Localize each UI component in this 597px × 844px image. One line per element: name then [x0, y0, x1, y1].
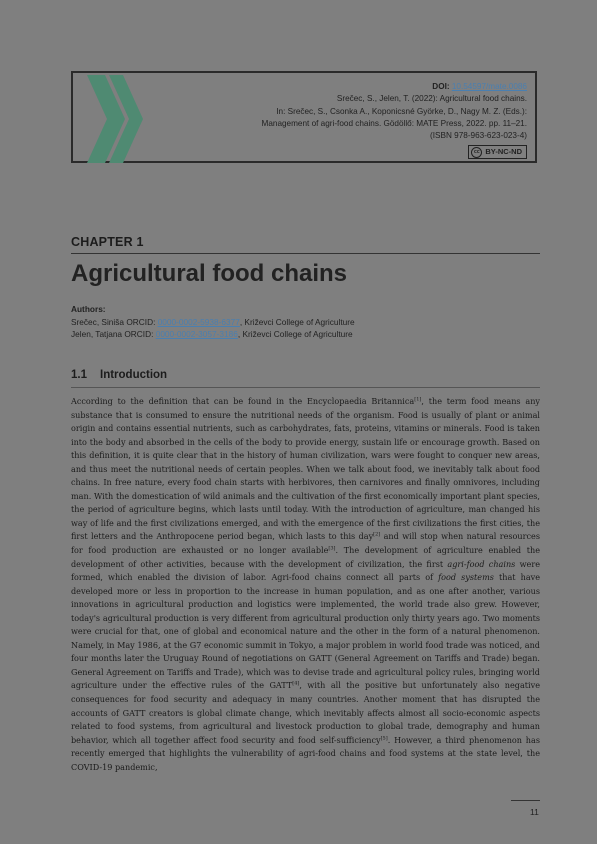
chapter-label: CHAPTER 1	[71, 235, 144, 249]
reference-marker[interactable]: [5]	[380, 734, 388, 741]
body-text-run: . However, a third phenomenon has recently emerged that highlights the vulnerability of agri-food chains and food systems at the state level, the COVID-19 pandemic,	[71, 734, 541, 772]
author-name: Srečec, Siniša ORCID:	[71, 316, 158, 327]
body-text-run: , the term food means any substance that is consumed to ensure the nutritional needs of the organism. Food is usually of plant or animal origin and contains essential nutrients, such as carbohydrates, fats, proteins, vitamins or minerals. Food is taken into the body and absorbed in the cells of the body to provide energy, sustain life or encourage growth. Based on this definition, it is quite clear that in the history of human civilization, wars were fought to conquer new areas, and thus meet the nutritional needs of certain peoples. When we talk about food, we inevitably talk about food chains. In free nature, every food chain starts with herbivores, then carnivores and finally omnivores, including man. With the domestication of wild animals and the cultivation of the first economically important plant species, the period of agriculture begins, which lasts until today. With the introduction of agriculture, man changed his way of life and the first civilizations emerged, and with the emergence of the first civilizations the first cities, the first letters and the Anthropocene period began, which lasts to this day	[71, 396, 540, 542]
section-divider	[71, 387, 540, 388]
author-line	[71, 316, 355, 329]
citation-line: In: Srečec, S., Csonka A., Koponicsné Györke, D., Nagy M. Z. (Eds.):	[276, 106, 527, 116]
doi-link[interactable]: 10.54597/mate.0086	[451, 82, 527, 91]
body-text-run: According to the definition that can be found in the Encyclopaedia Britannica	[71, 396, 415, 406]
citation-line: Srečec, S., Jelen, T. (2022): Agricultural food chains.	[336, 94, 527, 104]
citation-line: Management of agri-food chains. Gödöllő: MATE Press, 2022. pp. 11–21.	[261, 118, 527, 128]
author-affiliation: , Križevci College of Agriculture	[237, 329, 353, 339]
reference-marker[interactable]: [2]	[373, 531, 381, 538]
section-number: 1.1	[71, 369, 87, 381]
reference-marker[interactable]: [3]	[328, 545, 336, 552]
authors-block	[71, 303, 355, 341]
author-line	[71, 328, 355, 341]
section-title: Introduction	[100, 369, 168, 381]
section-heading	[71, 369, 167, 381]
authors-label: Authors:	[71, 304, 106, 314]
body-text-run: were formed, which enabled the division of labor. Agri-food chains connect all parts of	[71, 558, 540, 583]
page-number: 11	[530, 807, 539, 817]
page-number-rule	[511, 800, 540, 801]
body-paragraph	[71, 395, 540, 774]
author-name: Jelen, Tatjana ORCID:	[71, 329, 156, 339]
orcid-link[interactable]: 0000-0002-3057-3186	[155, 329, 238, 339]
citation-box	[71, 71, 537, 163]
chapter-title: Agricultural food chains	[71, 260, 348, 287]
doi-label: DOI:	[432, 82, 450, 91]
license-badge[interactable]	[468, 145, 527, 159]
doi-line	[262, 81, 527, 93]
license-label: BY-NC-ND	[485, 147, 522, 157]
body-text-run: and will stop when natural resources for food production are exhausted or no longer available	[71, 531, 540, 556]
body-text-run: , with all the positive but unfortunately also negative consequences for food security and adequacy in many countries. Another moment that has disrupted the accounts of GATT creators is global climate change, which inevitably affects almost all socio-economic aspects related to food systems, from agricultural and livestock production to global trade, demography and human behavior, which all together affect food security and food self-sufficiency	[71, 680, 540, 745]
emphasis-term: agri-food chains	[447, 558, 516, 569]
body-text-run: that have developed more or less in proportion to the increase in human population, and as one after another, various innovations in agricultural production and logistics were implemented, the world trade also grew. However, today's agricultural production is very different from agricultural production only thirty years ago. Two moments were crucial for that, one of global and economical nature and the other in the form of a natural phenomenon. Namely, in May 1986, at the G7 economic summit in Tokyo, a major problem in world food trade was noticed, and four months later the Uruguay Round of negotiations on GATT (General Agreement on Tariffs and Trade) began. General Agreement on Tariffs and Trade), which was to devise trade and agricultural policy rules, bringing world agriculture under the effective rules of the GATT	[71, 572, 541, 691]
emphasis-term: food systems	[438, 572, 494, 583]
chapter-divider	[71, 253, 540, 254]
creative-commons-icon: cc	[471, 147, 482, 158]
author-affiliation: , Križevci College of Agriculture	[239, 316, 355, 327]
citation-text	[262, 81, 527, 159]
citation-line: (ISBN 978-963-623-023-4)	[430, 131, 527, 141]
orcid-link[interactable]: 0000-0002-5938-6377	[157, 316, 240, 327]
reference-marker[interactable]: [1]	[414, 396, 422, 403]
chevron-logo-icon	[83, 75, 143, 163]
reference-marker[interactable]: [4]	[292, 680, 300, 687]
body-text-run: . The development of agriculture enabled the development of other activities, because with the development of civilization, the first	[71, 545, 540, 569]
